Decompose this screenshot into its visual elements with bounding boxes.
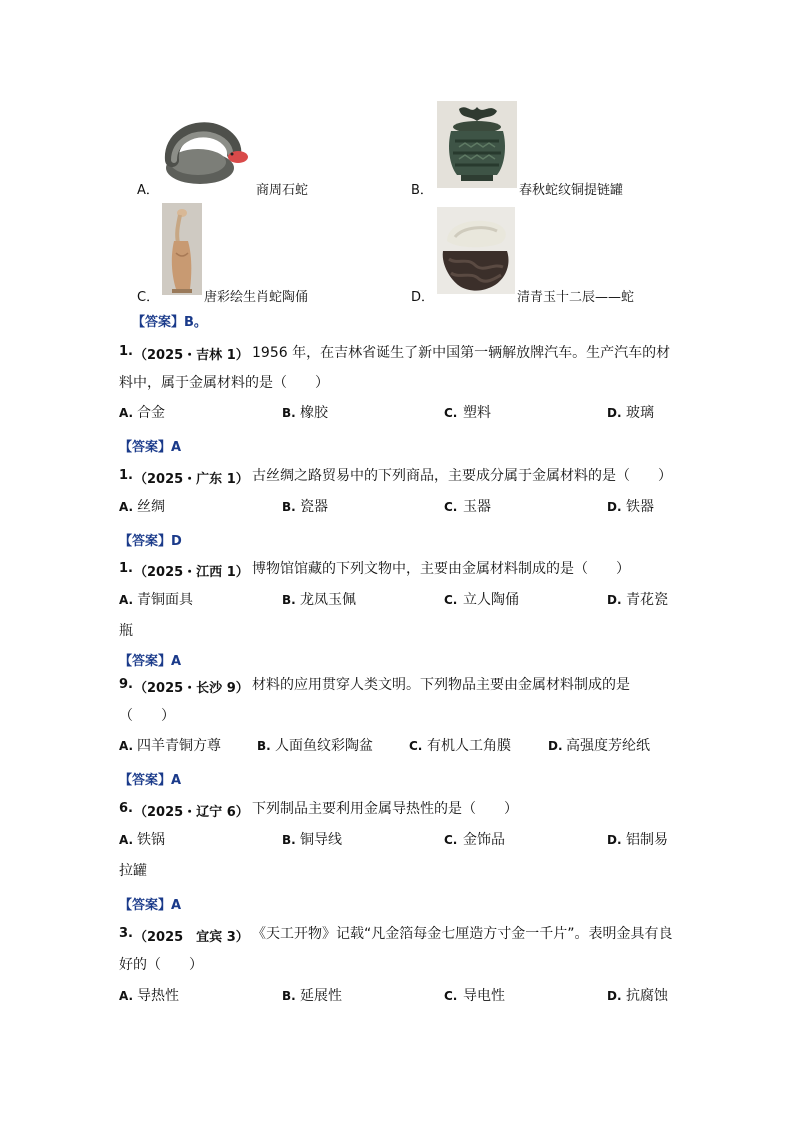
question-stem-line: （ ） [119,708,175,724]
answer-line: 【答案】A [119,898,182,913]
question-source: （2025・广东 1） [134,472,249,487]
question-number: 1. [119,561,133,576]
question-number: 3. [119,926,133,941]
answer-line: 【答案】B。 [132,315,207,330]
question-stem-line: 下列制品主要利用金属导热性的是（ ） [252,801,518,817]
option-letter: C． [137,290,160,305]
question-source: （2025・江西 1） [134,565,249,580]
answer-line: 【答案】D [119,534,182,549]
question-stem-line: 古丝绸之路贸易中的下列商品，主要成分属于金属材料的是（ ） [252,468,672,484]
option-caption: 春秋蛇纹铜提链罐 [519,183,624,198]
answer-line: 【答案】A [119,773,182,788]
question-stem-line: 《天工开物》记载“凡金箔每金七厘造方寸金一千片”。表明金具有良 [252,926,673,942]
question-source: （2025 宜宾 3） [134,930,249,945]
answer-line: 【答案】A [119,440,182,455]
question-stem-line: 1956 年，在吉林省诞生了新中国第一辆解放牌汽车。生产汽车的材 [252,345,671,361]
question-stem-line: 料中，属于金属材料的是（ ） [119,375,329,391]
option-caption: 唐彩绘生肖蛇陶俑 [204,290,309,305]
question-stem-line: 材料的应用贯穿人类文明。下列物品主要由金属材料制成的是 [252,677,630,693]
option-caption: 商周石蛇 [256,183,309,198]
option-wrap-text: 瓶 [119,623,133,639]
question-stem-line: 博物馆馆藏的下列文物中，主要由金属材料制成的是（ ） [252,561,630,577]
option-caption: 清青玉十二辰——蛇 [517,290,635,305]
pottery-figure-image [162,203,202,295]
question-number: 9. [119,677,133,692]
question-number: 6. [119,801,133,816]
question-number: 1. [119,344,133,359]
stone-snake-image [162,120,252,190]
option-letter: D． [411,290,435,305]
question-source: （2025・辽宁 6） [134,805,249,820]
option-letter: A． [137,183,159,198]
answer-line: 【答案】A [119,654,182,669]
question-source: （2025・长沙 9） [134,681,249,696]
option-letter: B． [411,183,433,198]
jade-snake-image [437,207,515,294]
question-source: （2025・吉林 1） [134,348,249,363]
question-stem-line: 好的（ ） [119,957,203,973]
question-number: 1. [119,468,133,483]
option-wrap-text: 拉罐 [119,863,147,879]
bronze-jar-image [437,101,517,188]
